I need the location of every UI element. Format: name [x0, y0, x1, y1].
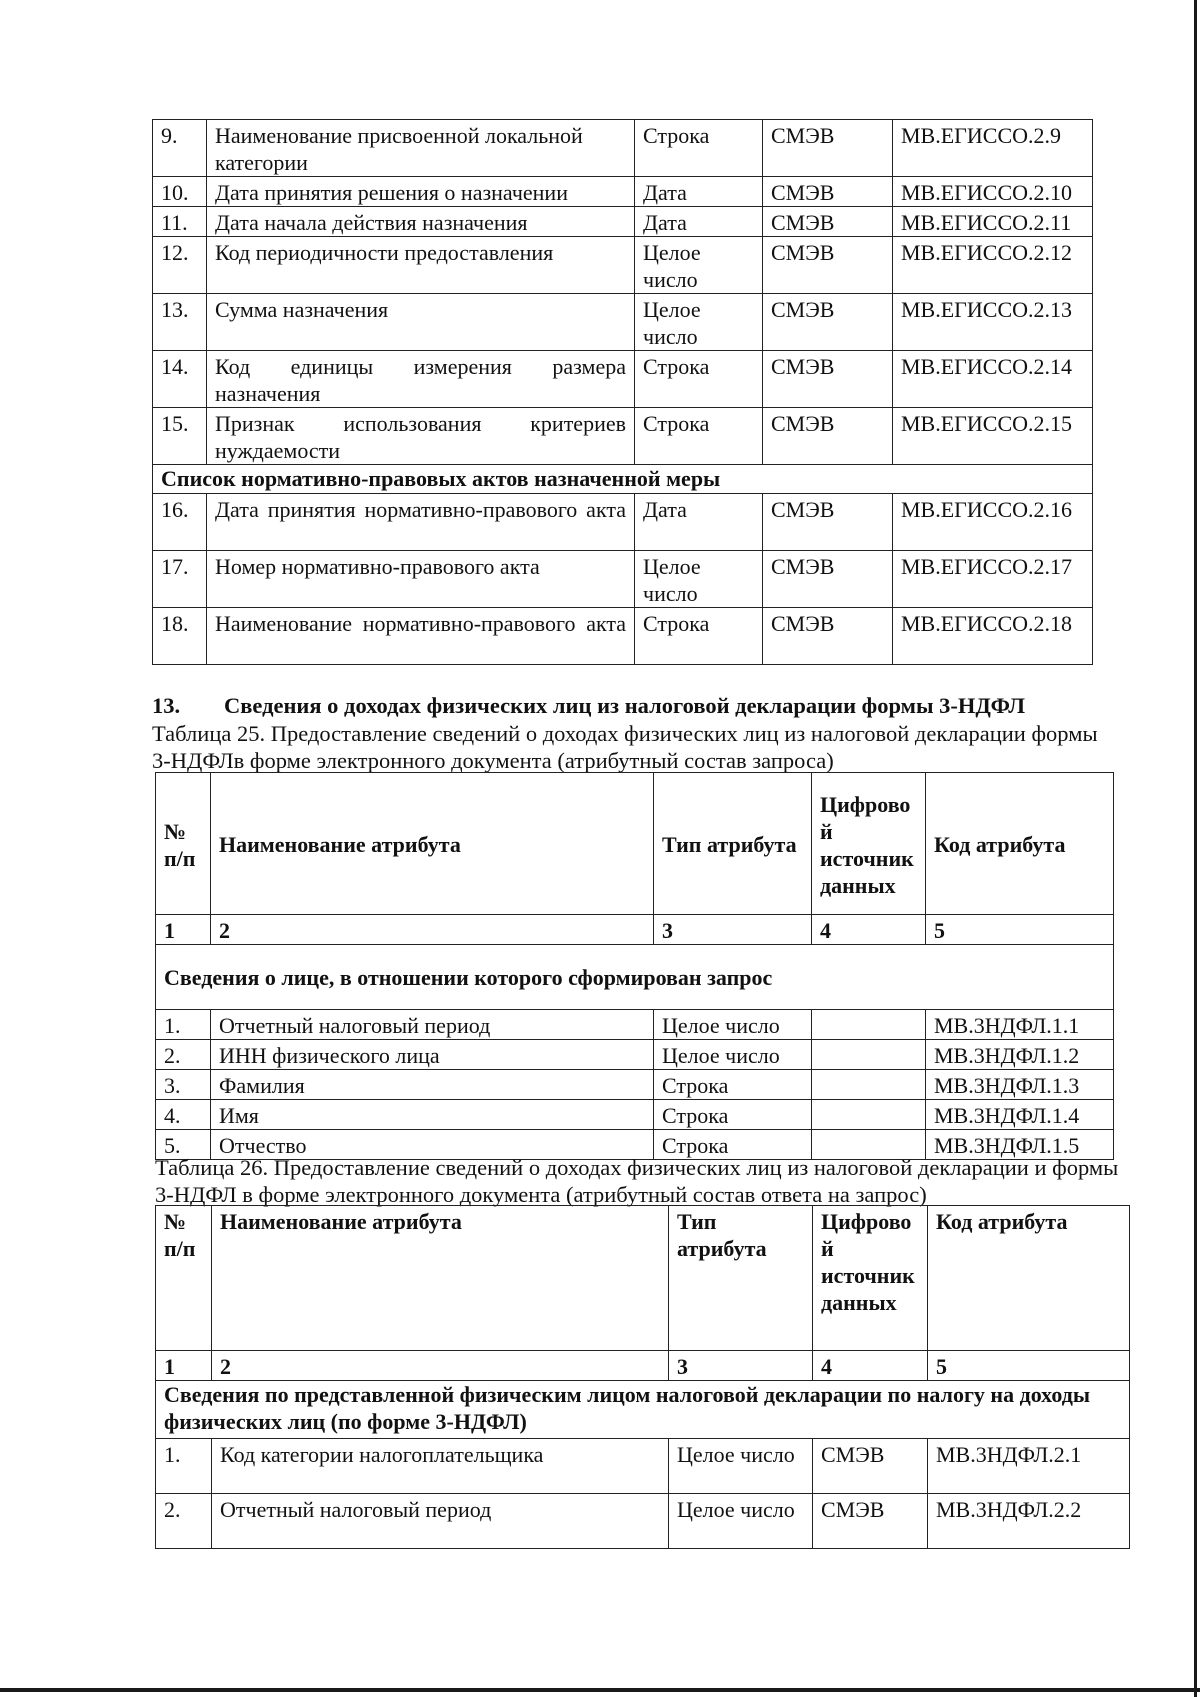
attribute-code: МВ.ЕГИССО.2.15	[893, 408, 1093, 465]
attribute-type: Целое число	[669, 1494, 813, 1549]
attribute-name: Наименование присвоенной локальной категории	[207, 120, 635, 177]
table-row	[153, 351, 1093, 408]
row-number: 2.	[156, 1494, 212, 1549]
data-source: СМЭВ	[763, 120, 893, 177]
table-row	[153, 551, 1093, 608]
table-row	[153, 177, 1093, 207]
table-index-row	[156, 1351, 1130, 1381]
table-section-row	[153, 465, 1093, 494]
page-edge-right	[1194, 0, 1197, 1697]
attribute-type: Целое число	[635, 551, 763, 608]
attribute-table-continued	[152, 119, 1093, 665]
index-cell: 4	[812, 915, 926, 945]
table-row	[156, 1070, 1114, 1100]
data-source: СМЭВ	[763, 207, 893, 237]
row-number: 16.	[153, 494, 207, 551]
table-25	[155, 772, 1114, 1160]
attribute-name: Дата начала действия назначения	[207, 207, 635, 237]
attribute-name: Код категории налогоплательщика	[212, 1439, 669, 1494]
data-source: СМЭВ	[763, 351, 893, 408]
table-row	[156, 1100, 1114, 1130]
table-25-caption: Таблица 25. Предоставление сведений о доходах физических лиц из налоговой декларации формы 3-НДФЛв форме электронного документа (атрибутный состав запроса)	[152, 721, 1098, 773]
page-edge-bottom	[0, 1688, 1200, 1692]
table-section-row	[156, 1381, 1130, 1439]
attribute-name: Отчетный налоговый период	[212, 1494, 669, 1549]
attribute-name: Отчество	[211, 1130, 654, 1160]
attribute-code: МВ.3НДФЛ.1.5	[926, 1130, 1114, 1160]
row-number: 15.	[153, 408, 207, 465]
header-source: Цифровой источник данных	[813, 1206, 928, 1351]
section-row-label: Сведения по представленной физическим лицом налоговой декларации по налогу на доходы физических лиц (по форме 3-НДФЛ)	[156, 1381, 1130, 1439]
attribute-code: МВ.ЕГИССО.2.14	[893, 351, 1093, 408]
attribute-code: МВ.3НДФЛ.1.4	[926, 1100, 1114, 1130]
table-26	[155, 1205, 1130, 1549]
row-number: 18.	[153, 608, 207, 665]
attribute-type: Целое число	[635, 237, 763, 294]
attribute-code: МВ.ЕГИССО.2.9	[893, 120, 1093, 177]
section-heading	[152, 692, 1112, 719]
index-cell: 2	[212, 1351, 669, 1381]
row-number: 2.	[156, 1040, 211, 1070]
table-row	[156, 1439, 1130, 1494]
row-number: 10.	[153, 177, 207, 207]
data-source: СМЭВ	[813, 1494, 928, 1549]
data-source	[812, 1100, 926, 1130]
index-cell: 4	[813, 1351, 928, 1381]
attribute-type: Строка	[654, 1100, 812, 1130]
row-number: 1.	[156, 1010, 211, 1040]
table-row	[153, 408, 1093, 465]
attribute-type: Целое число	[654, 1040, 812, 1070]
table-26-caption: Таблица 26. Предоставление сведений о доходах физических лиц из налоговой декларации и формы 3-НДФЛ в форме электронного документа (атрибутный состав ответа на запрос)	[155, 1155, 1119, 1207]
attribute-type: Целое число	[669, 1439, 813, 1494]
index-cell: 5	[926, 915, 1114, 945]
attribute-name: Сумма назначения	[207, 294, 635, 351]
table-row	[156, 1040, 1114, 1070]
attribute-name: Дата принятия нормативно-правового акта	[207, 494, 635, 551]
table-row	[153, 608, 1093, 665]
data-source: СМЭВ	[763, 294, 893, 351]
data-source: СМЭВ	[763, 237, 893, 294]
index-cell: 1	[156, 1351, 212, 1381]
attribute-name: ИНН физического лица	[211, 1040, 654, 1070]
header-source: Цифровой источник данных	[812, 773, 926, 915]
table-row	[156, 1010, 1114, 1040]
attribute-type: Строка	[635, 408, 763, 465]
table-row	[156, 1494, 1130, 1549]
attribute-type: Строка	[635, 120, 763, 177]
attribute-name: Наименование нормативно-правового акта	[207, 608, 635, 665]
section-row-label: Сведения о лице, в отношении которого сформирован запрос	[156, 945, 1114, 1010]
index-cell: 3	[669, 1351, 813, 1381]
index-cell: 5	[928, 1351, 1130, 1381]
attribute-code: МВ.ЕГИССО.2.18	[893, 608, 1093, 665]
attribute-type: Целое число	[635, 294, 763, 351]
section-row-label: Список нормативно-правовых актов назначенной меры	[153, 465, 1093, 494]
attribute-code: МВ.ЕГИССО.2.11	[893, 207, 1093, 237]
section-number: 13.	[152, 693, 181, 718]
attribute-code: МВ.ЕГИССО.2.16	[893, 494, 1093, 551]
data-source: СМЭВ	[763, 177, 893, 207]
attribute-type: Дата	[635, 207, 763, 237]
row-number: 3.	[156, 1070, 211, 1100]
attribute-code: МВ.ЕГИССО.2.10	[893, 177, 1093, 207]
attribute-name: Признак использования критериев нуждаемости	[207, 408, 635, 465]
row-number: 17.	[153, 551, 207, 608]
section-title: Сведения о доходах физических лиц из налоговой декларации формы 3-НДФЛ	[224, 693, 1026, 718]
attribute-code: МВ.3НДФЛ.1.3	[926, 1070, 1114, 1100]
table-row	[153, 294, 1093, 351]
header-type: Тип атрибута	[669, 1206, 813, 1351]
data-source: СМЭВ	[763, 608, 893, 665]
header-code: Код атрибута	[926, 773, 1114, 915]
attribute-code: МВ.3НДФЛ.2.1	[928, 1439, 1130, 1494]
attribute-name: Код периодичности предоставления	[207, 237, 635, 294]
row-number: 13.	[153, 294, 207, 351]
attribute-type: Строка	[654, 1070, 812, 1100]
table-header-row	[156, 1206, 1130, 1351]
table-index-row	[156, 915, 1114, 945]
attribute-code: МВ.3НДФЛ.1.2	[926, 1040, 1114, 1070]
header-type: Тип атрибута	[654, 773, 812, 915]
row-number: 11.	[153, 207, 207, 237]
row-number: 12.	[153, 237, 207, 294]
attribute-code: МВ.3НДФЛ.2.2	[928, 1494, 1130, 1549]
row-number: 14.	[153, 351, 207, 408]
header-num: № п/п	[156, 1206, 212, 1351]
attribute-name: Код единицы измерения размера назначения	[207, 351, 635, 408]
attribute-type: Строка	[635, 608, 763, 665]
attribute-name: Номер нормативно-правового акта	[207, 551, 635, 608]
attribute-code: МВ.ЕГИССО.2.17	[893, 551, 1093, 608]
row-number: 1.	[156, 1439, 212, 1494]
table-header-row	[156, 773, 1114, 915]
attribute-code: МВ.3НДФЛ.1.1	[926, 1010, 1114, 1040]
header-name: Наименование атрибута	[212, 1206, 669, 1351]
table-row	[153, 120, 1093, 177]
data-source	[812, 1040, 926, 1070]
index-cell: 2	[211, 915, 654, 945]
data-source: СМЭВ	[763, 551, 893, 608]
attribute-type: Дата	[635, 494, 763, 551]
attribute-code: МВ.ЕГИССО.2.13	[893, 294, 1093, 351]
index-cell: 3	[654, 915, 812, 945]
data-source: СМЭВ	[763, 408, 893, 465]
header-code: Код атрибута	[928, 1206, 1130, 1351]
attribute-name: Отчетный налоговый период	[211, 1010, 654, 1040]
table-section-row	[156, 945, 1114, 1010]
attribute-name: Дата принятия решения о назначении	[207, 177, 635, 207]
row-number: 5.	[156, 1130, 211, 1160]
data-source: СМЭВ	[763, 494, 893, 551]
header-num: № п/п	[156, 773, 211, 915]
data-source	[812, 1010, 926, 1040]
table-row	[153, 237, 1093, 294]
table-row	[153, 207, 1093, 237]
attribute-code: МВ.ЕГИССО.2.12	[893, 237, 1093, 294]
data-source: СМЭВ	[813, 1439, 928, 1494]
attribute-type: Строка	[654, 1130, 812, 1160]
row-number: 4.	[156, 1100, 211, 1130]
table-row	[153, 494, 1093, 551]
attribute-type: Целое число	[654, 1010, 812, 1040]
header-name: Наименование атрибута	[211, 773, 654, 915]
row-number: 9.	[153, 120, 207, 177]
attribute-type: Строка	[635, 351, 763, 408]
data-source	[812, 1070, 926, 1100]
attribute-name: Фамилия	[211, 1070, 654, 1100]
attribute-type: Дата	[635, 177, 763, 207]
index-cell: 1	[156, 915, 211, 945]
attribute-name: Имя	[211, 1100, 654, 1130]
